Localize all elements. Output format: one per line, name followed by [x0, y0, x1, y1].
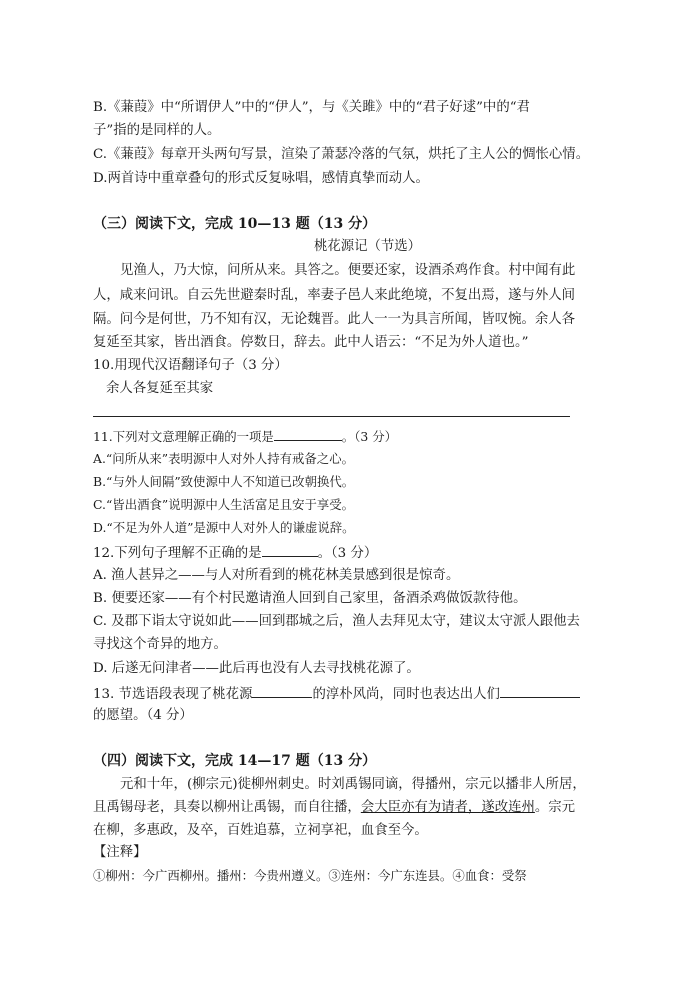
q12-answer-blank[interactable]: [262, 542, 318, 557]
option-b-line1: B.《蒹葭》中“所谓伊人”中的“伊人”，与《关雎》中的“君子好逑”中的“君: [93, 100, 530, 115]
q11-stem-suffix: 。（3 分）: [341, 429, 397, 444]
q13-part1: 13. 节选语段表现了桃花源: [93, 687, 253, 702]
q11-stem: [93, 426, 603, 447]
passage4-line2-end: 。宗元: [534, 800, 576, 815]
q12-option-d: D. 后遂无问津者——此后再也没有人去寻找桃花源了。: [93, 661, 420, 676]
q11-option: B.“与外人间隔”致使源中人不知道已改朝换代。: [93, 474, 355, 489]
passage4-line2: [93, 798, 603, 818]
passage4-line2-plain: 且禹锡母老，具奏以柳州让禹锡，而自往播，: [93, 800, 361, 815]
q12-stem-suffix: 。（3 分）: [317, 546, 378, 561]
q12-stem-prefix: 12.下列句子理解不正确的是: [93, 546, 262, 561]
q11-answer-blank[interactable]: [274, 426, 342, 441]
notes-label: 【注释】: [93, 845, 147, 860]
q13-line1: [93, 683, 603, 705]
section4-heading: （四）阅读下文，完成 14—17 题（13 分）: [93, 753, 377, 769]
passage4-line3: 在柳，多惠政，及卒，百姓追慕，立祠享祀，血食至今。: [93, 823, 428, 838]
q12-stem: [93, 542, 603, 564]
passage-line: 复延至其家，皆出酒食。停数日，辞去。此中人语云：“不足为外人道也。”: [93, 335, 529, 350]
option-b-line2: 子”指的是同样的人。: [93, 123, 221, 138]
q10-stem: 10.用现代汉语翻译句子（3 分）: [93, 358, 288, 373]
passage-line: 见渔人，乃大惊，问所从来。具答之。便要还家，设酒杀鸡作食。村中闻有此: [120, 263, 576, 278]
q13-line2: 的愿望。（4 分）: [93, 708, 193, 723]
q11-option: C.“皆出酒食”说明源中人生活富足且安于享受。: [93, 497, 355, 512]
passage-line: 隔。问今是何世，乃不知有汉，无论魏晋。此人一一为具言所闻，皆叹惋。余人各: [93, 312, 576, 327]
q13-blank-1[interactable]: [252, 683, 312, 698]
option-c: C.《蒹葭》每章开头两句写景，渲染了萧瑟冷落的气氛，烘托了主人公的惆怅心情。: [93, 147, 590, 162]
notes-text: ①柳州：今广西柳州。播州：今贵州遵义。③连州：今广东连县。④血食：受祭: [93, 868, 527, 883]
q12-option-a: A. 渔人甚异之——与人对所看到的桃花林美景感到很是惊奇。: [93, 568, 460, 583]
q12-option-b: B. 便要还家——有个村民邀请渔人回到自己家里，备酒杀鸡做饭款待他。: [93, 591, 527, 606]
q13-part2: 的淳朴风尚，同时也表达出人们: [312, 687, 500, 702]
q10-answer-line[interactable]: [93, 416, 570, 417]
q12-option-c-line2: 寻找这个奇异的地方。: [93, 637, 227, 652]
q11-option: A.“问所从来”表明源中人对外人持有戒备之心。: [93, 451, 354, 466]
passage4-line1: 元和十年，(柳宗元)徙柳州刺史。时刘禹锡同谪，得播州，宗元以播非人所居，: [120, 777, 586, 792]
passage-line: 人，咸来问讯。自云先世避秦时乱，率妻子邑人来此绝境，不复出焉，遂与外人间: [93, 288, 576, 303]
q10-sentence: 余人各复延至其家: [106, 381, 214, 396]
q11-stem-prefix: 11.下列对文意理解正确的一项是: [93, 429, 274, 444]
q11-option: D.“不足为外人道”是源中人对外人的谦虚说辞。: [93, 520, 355, 535]
underlined-sentence: 会大臣亦有为请者，遂改连州: [360, 800, 535, 815]
passage-title: 桃花源记（节选）: [313, 239, 422, 254]
q13-blank-2[interactable]: [500, 683, 580, 698]
option-d: D.两首诗中重章叠句的形式反复咏唱，感情真挚而动人。: [93, 171, 429, 186]
q12-option-c-line1: C. 及郡下诣太守说如此——回到郡城之后，渔人去拜见太守，建议太守派人跟他去: [93, 614, 580, 629]
section3-heading: （三）阅读下文，完成 10—13 题（13 分）: [93, 216, 377, 232]
